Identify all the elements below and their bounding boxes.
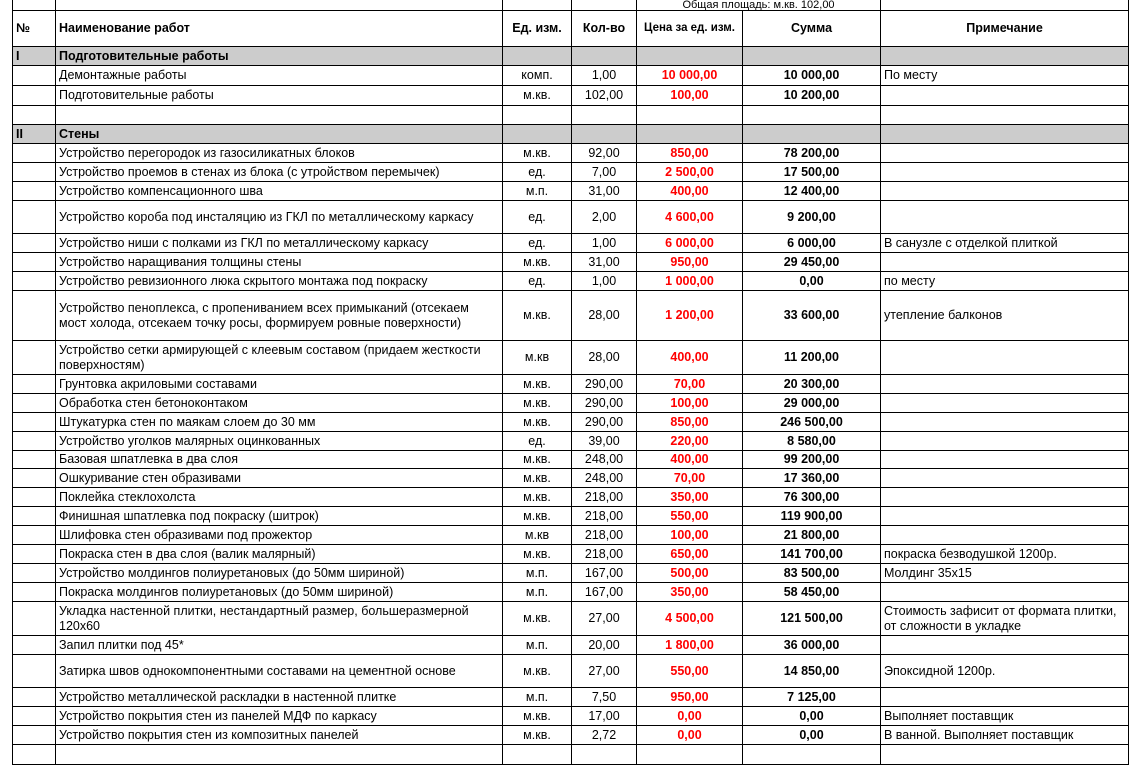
unit: м.п. — [503, 583, 572, 602]
table-row — [13, 451, 1129, 469]
unit: м.кв. — [503, 375, 572, 394]
row-number — [13, 66, 56, 86]
total-sum: 8 580,00 — [743, 432, 881, 451]
note — [881, 182, 1129, 201]
total-sum: 0,00 — [743, 726, 881, 745]
note: В санузле с отделкой плиткой — [881, 234, 1129, 253]
unit: ед. — [503, 272, 572, 291]
table-row — [13, 636, 1129, 655]
note — [881, 394, 1129, 413]
row-number — [13, 726, 56, 745]
note — [881, 507, 1129, 526]
total-sum: 17 500,00 — [743, 163, 881, 182]
header-unit: Ед. изм. — [503, 11, 572, 47]
note — [881, 163, 1129, 182]
row-number — [13, 163, 56, 182]
work-name: Запил плитки под 45* — [56, 636, 503, 655]
table-row — [13, 144, 1129, 163]
row-number — [13, 272, 56, 291]
table-row — [13, 526, 1129, 545]
work-name: Обработка стен бетоноконтаком — [56, 394, 503, 413]
note — [881, 201, 1129, 234]
note — [881, 413, 1129, 432]
empty-row — [13, 745, 1129, 765]
total-sum: 99 200,00 — [743, 451, 881, 469]
row-number — [13, 507, 56, 526]
total-sum: 6 000,00 — [743, 234, 881, 253]
section-empty-cell — [637, 125, 743, 144]
work-name: Устройство ревизионного люка скрытого монтажа под покраску — [56, 272, 503, 291]
total-sum: 246 500,00 — [743, 413, 881, 432]
row-number — [13, 602, 56, 636]
total-sum: 7 125,00 — [743, 688, 881, 707]
table-row — [13, 432, 1129, 451]
unit: м.кв. — [503, 655, 572, 688]
quantity: 28,00 — [572, 341, 637, 375]
empty-cell — [13, 745, 56, 765]
section-empty-cell — [881, 125, 1129, 144]
section-empty-cell — [637, 47, 743, 66]
note — [881, 688, 1129, 707]
note — [881, 375, 1129, 394]
section-empty-cell — [743, 125, 881, 144]
unit: м.кв. — [503, 86, 572, 106]
note: Стоимость зафисит от формата плитки, от сложности в укладке — [881, 602, 1129, 636]
row-number — [13, 144, 56, 163]
unit: ед. — [503, 163, 572, 182]
unit: ед. — [503, 234, 572, 253]
note — [881, 253, 1129, 272]
total-sum: 36 000,00 — [743, 636, 881, 655]
unit: м.кв. — [503, 451, 572, 469]
unit-price: 400,00 — [637, 341, 743, 375]
unit-price: 70,00 — [637, 375, 743, 394]
quantity: 248,00 — [572, 469, 637, 488]
section-row — [13, 47, 1129, 66]
unit-price: 6 000,00 — [637, 234, 743, 253]
note: Молдинг 35х15 — [881, 564, 1129, 583]
unit: м.п. — [503, 182, 572, 201]
table-row — [13, 394, 1129, 413]
unit-price: 550,00 — [637, 655, 743, 688]
header-sum: Сумма — [743, 11, 881, 47]
header-num: № — [13, 11, 56, 47]
header-qty: Кол-во — [572, 11, 637, 47]
section-empty-cell — [503, 47, 572, 66]
empty-cell — [881, 106, 1129, 125]
table-row — [13, 602, 1129, 636]
total-sum: 121 500,00 — [743, 602, 881, 636]
unit-price: 10 000,00 — [637, 66, 743, 86]
table-row — [13, 545, 1129, 564]
quantity: 7,50 — [572, 688, 637, 707]
row-number — [13, 526, 56, 545]
empty-cell — [743, 745, 881, 765]
total-sum: 10 000,00 — [743, 66, 881, 86]
quantity: 290,00 — [572, 394, 637, 413]
note: по месту — [881, 272, 1129, 291]
table-row — [13, 272, 1129, 291]
unit-price: 1 200,00 — [637, 291, 743, 341]
unit-price: 350,00 — [637, 583, 743, 602]
unit: м.кв — [503, 526, 572, 545]
quantity: 31,00 — [572, 182, 637, 201]
unit-price: 100,00 — [637, 86, 743, 106]
quantity: 20,00 — [572, 636, 637, 655]
row-number — [13, 291, 56, 341]
quantity: 102,00 — [572, 86, 637, 106]
unit-price: 550,00 — [637, 507, 743, 526]
work-name: Устройство уголков малярных оцинкованных — [56, 432, 503, 451]
total-sum: 119 900,00 — [743, 507, 881, 526]
unit: м.кв. — [503, 726, 572, 745]
unit: комп. — [503, 66, 572, 86]
row-number — [13, 583, 56, 602]
work-name: Устройство покрытия стен из панелей МДФ по каркасу — [56, 707, 503, 726]
note — [881, 469, 1129, 488]
unit: м.кв. — [503, 507, 572, 526]
section-empty-cell — [572, 125, 637, 144]
work-name: Устройство ниши с полками из ГКЛ по металлическому каркасу — [56, 234, 503, 253]
empty-cell — [56, 745, 503, 765]
section-number: I — [13, 47, 56, 66]
total-sum: 58 450,00 — [743, 583, 881, 602]
unit: м.кв. — [503, 394, 572, 413]
total-sum: 0,00 — [743, 707, 881, 726]
work-name: Устройство молдингов полиуретановых (до 50мм шириной) — [56, 564, 503, 583]
table-row — [13, 469, 1129, 488]
quantity: 248,00 — [572, 451, 637, 469]
total-sum: 141 700,00 — [743, 545, 881, 564]
quantity: 17,00 — [572, 707, 637, 726]
unit-price: 350,00 — [637, 488, 743, 507]
quantity: 290,00 — [572, 375, 637, 394]
section-title: Подготовительные работы — [56, 47, 503, 66]
row-number — [13, 655, 56, 688]
work-name: Грунтовка акриловыми составами — [56, 375, 503, 394]
note — [881, 432, 1129, 451]
unit-price: 0,00 — [637, 707, 743, 726]
table-row — [13, 66, 1129, 86]
table-row — [13, 413, 1129, 432]
row-number — [13, 688, 56, 707]
total-sum: 83 500,00 — [743, 564, 881, 583]
table-row — [13, 163, 1129, 182]
table-row — [13, 488, 1129, 507]
quantity: 27,00 — [572, 602, 637, 636]
note — [881, 451, 1129, 469]
unit: м.кв. — [503, 545, 572, 564]
unit: м.кв. — [503, 413, 572, 432]
total-sum: 14 850,00 — [743, 655, 881, 688]
quantity: 28,00 — [572, 291, 637, 341]
work-name: Устройство сетки армирующей с клеевым составом (придаем жесткости поверхностям) — [56, 341, 503, 375]
unit-price: 220,00 — [637, 432, 743, 451]
note — [881, 341, 1129, 375]
table-row — [13, 507, 1129, 526]
table-row — [13, 564, 1129, 583]
table-row — [13, 583, 1129, 602]
work-name: Поклейка стеклохолста — [56, 488, 503, 507]
empty-cell — [503, 106, 572, 125]
work-name: Устройство наращивания толщины стены — [56, 253, 503, 272]
row-number — [13, 488, 56, 507]
row-number — [13, 341, 56, 375]
unit: м.п. — [503, 564, 572, 583]
estimate-sheet — [12, 0, 1129, 765]
work-name: Устройство проемов в стенах из блока (с утройством перемычек) — [56, 163, 503, 182]
note: покраска безводушкой 1200р. — [881, 545, 1129, 564]
work-name: Устройство пеноплекса, с пропениванием всех примыканий (отсекаем мост холода, отсекаем точку росы, формируем ровные поверхности) — [56, 291, 503, 341]
unit: м.кв. — [503, 144, 572, 163]
empty-cell — [637, 106, 743, 125]
empty-cell — [881, 745, 1129, 765]
quantity: 2,72 — [572, 726, 637, 745]
section-empty-cell — [503, 125, 572, 144]
quantity: 218,00 — [572, 545, 637, 564]
unit-price: 4 600,00 — [637, 201, 743, 234]
unit: м.кв. — [503, 291, 572, 341]
total-sum: 76 300,00 — [743, 488, 881, 507]
row-number — [13, 469, 56, 488]
table-row — [13, 253, 1129, 272]
note — [881, 488, 1129, 507]
total-sum: 9 200,00 — [743, 201, 881, 234]
total-sum: 11 200,00 — [743, 341, 881, 375]
unit: м.кв. — [503, 707, 572, 726]
quantity: 2,00 — [572, 201, 637, 234]
unit-price: 500,00 — [637, 564, 743, 583]
total-sum: 17 360,00 — [743, 469, 881, 488]
unit-price: 1 800,00 — [637, 636, 743, 655]
top-note-row — [13, 0, 1129, 11]
total-sum: 29 450,00 — [743, 253, 881, 272]
work-name: Шлифовка стен образивами под прожектор — [56, 526, 503, 545]
table-row — [13, 688, 1129, 707]
row-number — [13, 451, 56, 469]
row-number — [13, 432, 56, 451]
work-name: Базовая шпатлевка в два слоя — [56, 451, 503, 469]
work-name: Устройство покрытия стен из композитных панелей — [56, 726, 503, 745]
note: Эпоксидной 1200р. — [881, 655, 1129, 688]
total-sum: 78 200,00 — [743, 144, 881, 163]
work-name: Покраска молдингов полиуретановых (до 50мм шириной) — [56, 583, 503, 602]
row-number — [13, 545, 56, 564]
row-number — [13, 86, 56, 106]
unit-price: 950,00 — [637, 253, 743, 272]
empty-cell — [13, 106, 56, 125]
header-name: Наименование работ — [56, 11, 503, 47]
quantity: 1,00 — [572, 272, 637, 291]
work-name: Финишная шпатлевка под покраску (шитрок) — [56, 507, 503, 526]
quantity: 1,00 — [572, 66, 637, 86]
quantity: 31,00 — [572, 253, 637, 272]
row-number — [13, 636, 56, 655]
table-row — [13, 201, 1129, 234]
quantity: 218,00 — [572, 488, 637, 507]
unit: м.кв. — [503, 469, 572, 488]
empty-row — [13, 106, 1129, 125]
table-row — [13, 182, 1129, 201]
total-sum: 12 400,00 — [743, 182, 881, 201]
empty-cell — [743, 106, 881, 125]
table-row — [13, 291, 1129, 341]
unit-price: 850,00 — [637, 413, 743, 432]
total-sum: 20 300,00 — [743, 375, 881, 394]
estimate-table — [12, 0, 1129, 765]
note — [881, 636, 1129, 655]
table-row — [13, 655, 1129, 688]
section-number: II — [13, 125, 56, 144]
unit-price: 400,00 — [637, 451, 743, 469]
unit-price: 4 500,00 — [637, 602, 743, 636]
table-row — [13, 375, 1129, 394]
quantity: 1,00 — [572, 234, 637, 253]
work-name: Устройство перегородок из газосиликатных блоков — [56, 144, 503, 163]
quantity: 218,00 — [572, 507, 637, 526]
note — [881, 144, 1129, 163]
top-note: Общая площадь: м.кв. 102,00 — [637, 0, 881, 11]
row-number — [13, 707, 56, 726]
unit: ед. — [503, 432, 572, 451]
total-sum: 21 800,00 — [743, 526, 881, 545]
unit: м.кв — [503, 341, 572, 375]
row-number — [13, 234, 56, 253]
row-number — [13, 201, 56, 234]
row-number — [13, 253, 56, 272]
section-row — [13, 125, 1129, 144]
total-sum: 29 000,00 — [743, 394, 881, 413]
work-name: Затирка швов однокомпонентными составами на цементной основе — [56, 655, 503, 688]
total-sum: 33 600,00 — [743, 291, 881, 341]
quantity: 39,00 — [572, 432, 637, 451]
row-number — [13, 375, 56, 394]
empty-cell — [572, 106, 637, 125]
work-name: Устройство металлической раскладки в настенной плитке — [56, 688, 503, 707]
section-empty-cell — [743, 47, 881, 66]
section-title: Стены — [56, 125, 503, 144]
table-row — [13, 726, 1129, 745]
quantity: 92,00 — [572, 144, 637, 163]
section-empty-cell — [572, 47, 637, 66]
quantity: 167,00 — [572, 583, 637, 602]
note: Выполняет поставщик — [881, 707, 1129, 726]
row-number — [13, 564, 56, 583]
unit-price: 650,00 — [637, 545, 743, 564]
row-number — [13, 413, 56, 432]
table-row — [13, 341, 1129, 375]
unit-price: 2 500,00 — [637, 163, 743, 182]
empty-cell — [503, 745, 572, 765]
quantity: 7,00 — [572, 163, 637, 182]
section-empty-cell — [881, 47, 1129, 66]
note — [881, 583, 1129, 602]
work-name: Устройство короба под инсталяцию из ГКЛ по металлическому каркасу — [56, 201, 503, 234]
quantity: 218,00 — [572, 526, 637, 545]
unit-price: 100,00 — [637, 526, 743, 545]
table-row — [13, 234, 1129, 253]
empty-cell — [572, 745, 637, 765]
work-name: Штукатурка стен по маякам слоем до 30 мм — [56, 413, 503, 432]
unit-price: 100,00 — [637, 394, 743, 413]
unit: м.п. — [503, 636, 572, 655]
unit: ед. — [503, 201, 572, 234]
note: утепление балконов — [881, 291, 1129, 341]
work-name: Покраска стен в два слоя (валик малярный) — [56, 545, 503, 564]
total-sum: 0,00 — [743, 272, 881, 291]
row-number — [13, 394, 56, 413]
empty-cell — [637, 745, 743, 765]
work-name: Подготовительные работы — [56, 86, 503, 106]
note — [881, 86, 1129, 106]
note: По месту — [881, 66, 1129, 86]
empty-cell — [56, 106, 503, 125]
quantity: 290,00 — [572, 413, 637, 432]
total-sum: 10 200,00 — [743, 86, 881, 106]
work-name: Укладка настенной плитки, нестандартный размер, большеразмерной 120х60 — [56, 602, 503, 636]
quantity: 167,00 — [572, 564, 637, 583]
table-row — [13, 707, 1129, 726]
header-row — [13, 11, 1129, 47]
note: В ванной. Выполняет поставщик — [881, 726, 1129, 745]
header-note: Примечание — [881, 11, 1129, 47]
unit-price: 850,00 — [637, 144, 743, 163]
unit: м.п. — [503, 688, 572, 707]
work-name: Демонтажные работы — [56, 66, 503, 86]
note — [881, 526, 1129, 545]
quantity: 27,00 — [572, 655, 637, 688]
work-name: Ошкуривание стен образивами — [56, 469, 503, 488]
unit-price: 0,00 — [637, 726, 743, 745]
unit-price: 70,00 — [637, 469, 743, 488]
header-price: Цена за ед. изм. — [637, 11, 743, 47]
table-row — [13, 86, 1129, 106]
row-number — [13, 182, 56, 201]
work-name: Устройство компенсационного шва — [56, 182, 503, 201]
unit: м.кв. — [503, 253, 572, 272]
unit: м.кв. — [503, 488, 572, 507]
unit: м.кв. — [503, 602, 572, 636]
unit-price: 400,00 — [637, 182, 743, 201]
unit-price: 1 000,00 — [637, 272, 743, 291]
unit-price: 950,00 — [637, 688, 743, 707]
